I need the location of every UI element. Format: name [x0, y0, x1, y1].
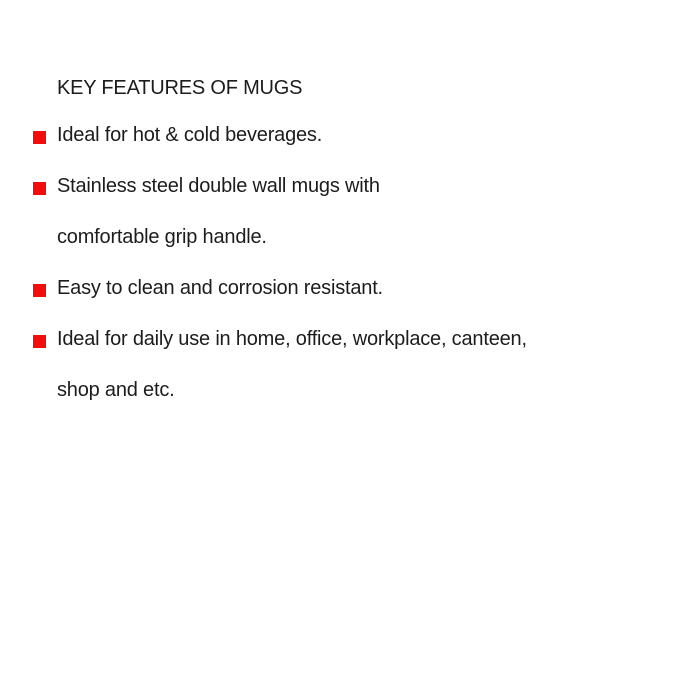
feature-item-continuation [0, 212, 700, 263]
feature-item [0, 314, 700, 365]
feature-list [0, 110, 700, 416]
bullet-square-icon [33, 131, 46, 144]
feature-item [0, 110, 700, 161]
feature-text: Easy to clean and corrosion resistant. [57, 277, 383, 299]
feature-text: comfortable grip handle. [57, 226, 267, 248]
feature-item-continuation [0, 365, 700, 416]
bullet-square-icon [33, 182, 46, 195]
bullet-square-icon [33, 335, 46, 348]
feature-text: Stainless steel double wall mugs with [57, 175, 380, 197]
feature-text: Ideal for hot & cold beverages. [57, 124, 323, 146]
feature-text: shop and etc. [57, 379, 175, 401]
bullet-square-icon [33, 284, 46, 297]
feature-item [0, 161, 700, 212]
feature-item [0, 263, 700, 314]
feature-text: Ideal for daily use in home, office, workplace, canteen, [57, 328, 527, 350]
page-title: KEY FEATURES OF MUGS [57, 77, 303, 99]
